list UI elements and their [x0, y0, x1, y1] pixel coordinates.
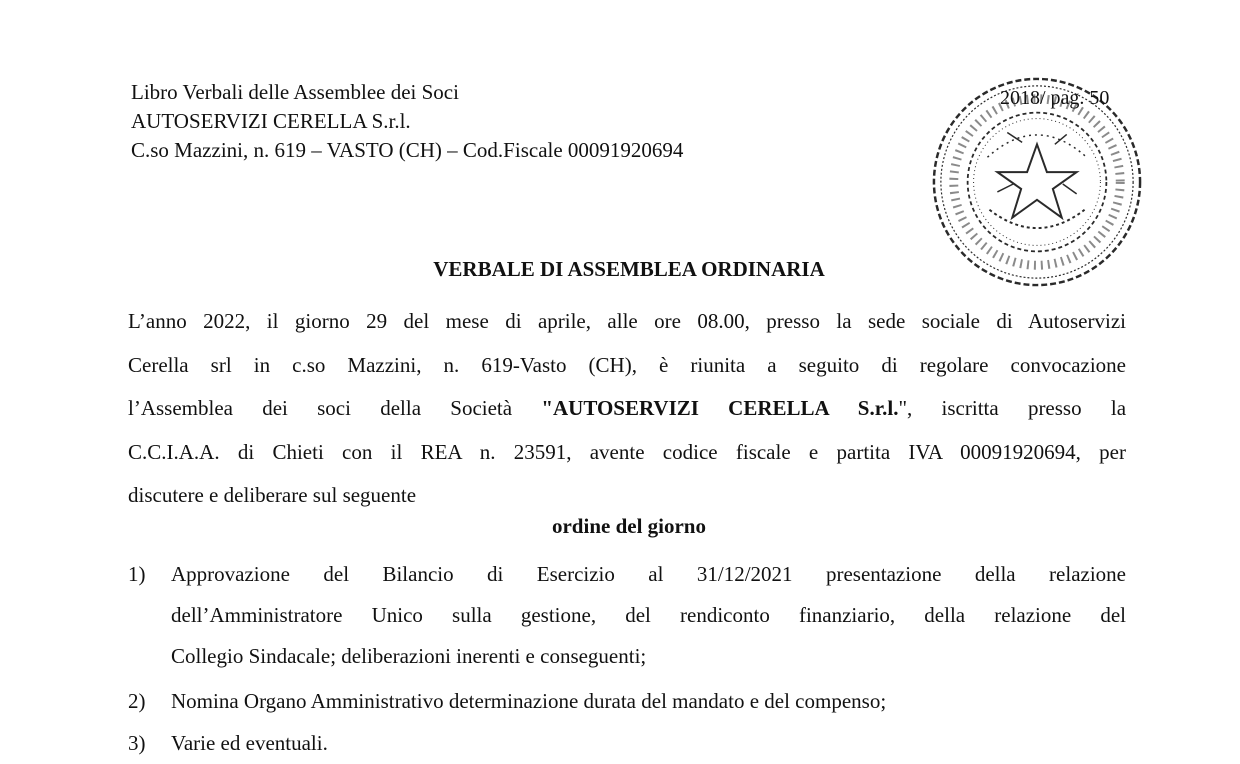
agenda-item: [128, 554, 1126, 677]
paragraph-line: [128, 387, 1126, 431]
header-book-title: Libro Verbali delle Assemblee dei Soci: [131, 80, 459, 104]
paragraph-text: l’Assemblea dei soci della Società: [128, 396, 542, 420]
page-reference: 2018/ pag. 50: [1000, 87, 1110, 109]
header-address: C.so Mazzini, n. 619 – VASTO (CH) – Cod.Fiscale 00091920694: [131, 138, 684, 162]
agenda-item-number: 2): [128, 689, 146, 713]
agenda-item-line: Nomina Organo Amministrativo determinazione durata del mandato e del compenso;: [171, 689, 887, 713]
paragraph-line: C.C.I.A.A. di Chieti con il REA n. 23591, avente codice fiscale e partita IVA 00091920694, per: [128, 439, 1126, 464]
company-name-bold: "AUTOSERVIZI CERELLA S.r.l.: [541, 396, 899, 420]
document-title: VERBALE DI ASSEMBLEA ORDINARIA: [433, 257, 825, 281]
agenda-title: ordine del giorno: [551, 514, 706, 538]
agenda-item-line: Varie ed eventuali.: [171, 731, 328, 755]
paragraph-text: ", iscritta presso la: [898, 396, 1127, 420]
agenda-item: [128, 723, 1126, 764]
paragraph-line: Cerella srl in c.so Mazzini, n. 619-Vasto (CH), è riunita a seguito di regolare convocazione: [128, 352, 1126, 377]
agenda-item-number: 1): [128, 562, 146, 586]
paragraph-line: L’anno 2022, il giorno 29 del mese di aprile, alle ore 08.00, presso la sede sociale di Autoservizi: [128, 309, 1126, 333]
agenda-item-line: dell’Amministratore Unico sulla gestione, del rendiconto finanziario, della relazione del: [171, 603, 1126, 627]
intro-paragraph: [128, 300, 1126, 518]
agenda-item: [128, 681, 1126, 722]
header-company-name: AUTOSERVIZI CERELLA S.r.l.: [131, 109, 411, 133]
agenda-item-line: Collegio Sindacale; deliberazioni inerenti e conseguenti;: [171, 644, 647, 668]
paragraph-line: discutere e deliberare sul seguente: [128, 483, 417, 507]
agenda-item-line: Approvazione del Bilancio di Esercizio al 31/12/2021 presentazione della relazione: [171, 562, 1126, 586]
document-header: [131, 78, 683, 165]
agenda-item-number: 3): [128, 731, 146, 755]
